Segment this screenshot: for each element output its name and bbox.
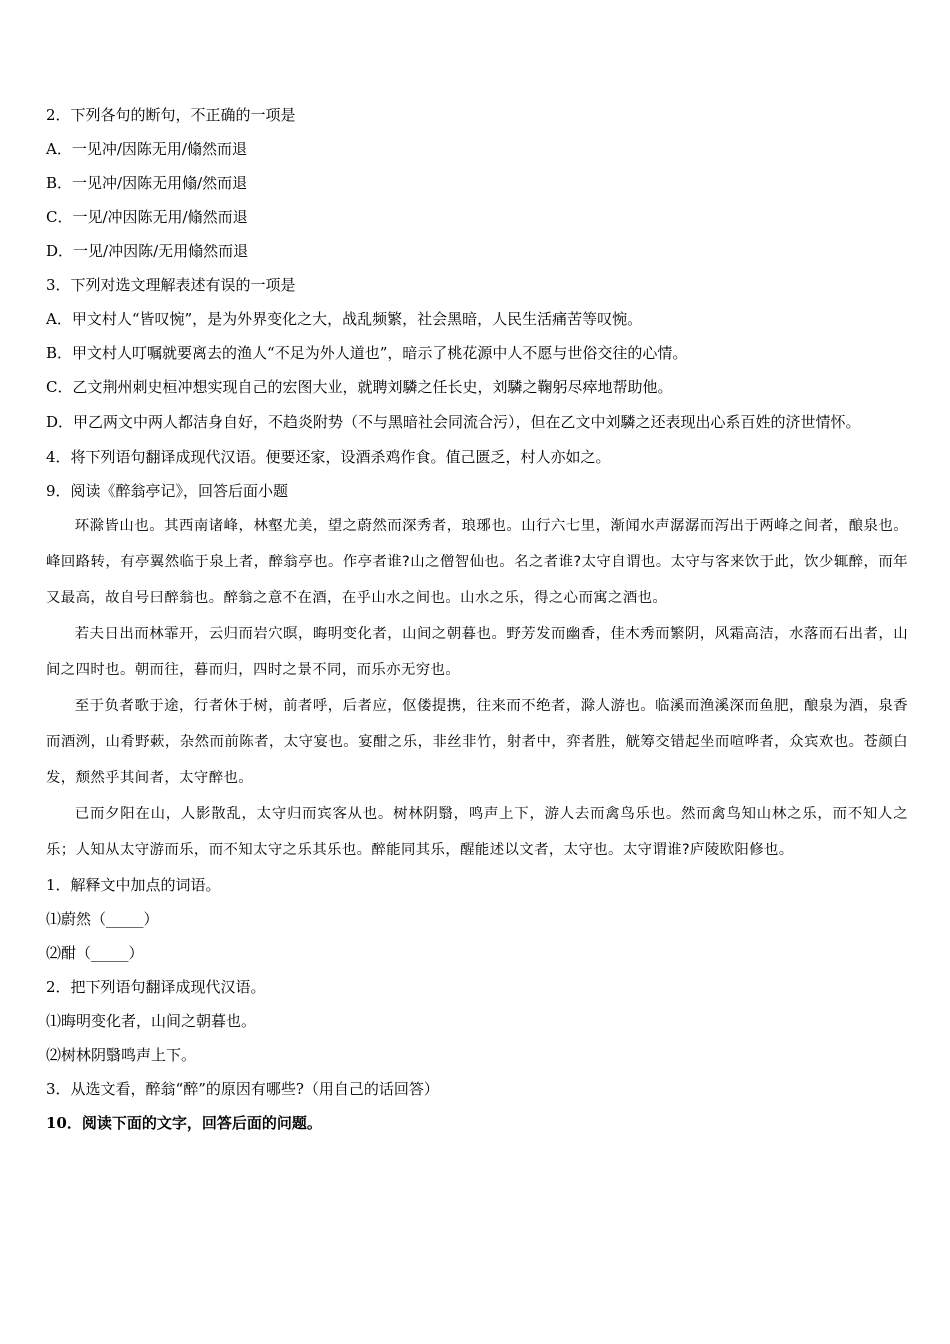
sub-question-2-item-1: ⑴晦明变化者，山间之朝暮也。 (46, 1012, 257, 1030)
question-3-stem: 3．下列对选文理解表述有误的一项是 (46, 276, 296, 294)
document-page (46, 98, 908, 1140)
sub-question-1-item-1: ⑴蔚然（_____） (46, 910, 159, 928)
question-2-stem: 2．下列各句的断句，不正确的一项是 (46, 106, 296, 124)
question-3-option-c: C．乙文荆州刺史桓冲想实现自己的宏图大业，就聘刘驎之任长史，刘驎之鞠躬尽瘁地帮助他。 (46, 378, 673, 396)
question-3-option-b: B．甲文村人叮嘱就要离去的渔人“不足为外人道也”，暗示了桃花源中人不愿与世俗交往的心情。 (46, 344, 688, 362)
sub-question-2-item-2: ⑵树林阴翳鸣声上下。 (46, 1046, 197, 1064)
sub-question-2: 2．把下列语句翻译成现代汉语。 (46, 978, 266, 996)
question-9-stem: 9．阅读《醉翁亭记》，回答后面小题 (46, 482, 289, 500)
question-2-option-d: D．一见/冲因陈/无用翛然而退 (46, 242, 249, 260)
passage-paragraph-3: 至于负者歌于途，行者休于树，前者呼，后者应，伛偻提携，往来而不绝者，滁人游也。临溪而渔溪深而鱼肥，酿泉为酒，泉香而酒洌，山肴野蔌，杂然而前陈者，太守宴也。宴酣之乐，非丝非竹，射者中，弈者胜，觥筹交错起坐而喧哗者，众宾欢也。苍颜白发，颓然乎其间者，太守醉也。 (46, 698, 908, 786)
question-4-stem: 4．将下列语句翻译成现代汉语。便要还家，设酒杀鸡作食。值己匮乏，村人亦如之。 (46, 448, 611, 466)
passage-paragraph-4: 已而夕阳在山，人影散乱，太守归而宾客从也。树林阴翳，鸣声上下，游人去而禽鸟乐也。然而禽鸟知山林之乐，而不知人之乐；人知从太守游而乐，而不知太守之乐其乐也。醉能同其乐，醒能述以文者，太守也。太守谓谁?庐陵欧阳修也。 (46, 806, 908, 858)
passage-paragraph-1: 环滁皆山也。其西南诸峰，林壑尤美，望之蔚然而深秀者，琅琊也。山行六七里，渐闻水声潺潺而泻出于两峰之间者，酿泉也。峰回路转，有亭翼然临于泉上者，醉翁亭也。作亭者谁?山之僧智仙也。名之者谁?太守自谓也。太守与客来饮于此，饮少辄醉，而年又最高，故自号曰醉翁也。醉翁之意不在酒，在乎山水之间也。山水之乐，得之心而寓之酒也。 (46, 518, 908, 606)
sub-question-1: 1．解释文中加点的词语。 (46, 876, 221, 894)
question-2-option-a: A．一见冲/因陈无用/翛然而退 (46, 140, 247, 158)
question-2-option-c: C．一见/冲因陈无用/翛然而退 (46, 208, 248, 226)
passage-paragraph-2: 若夫日出而林霏开，云归而岩穴暝，晦明变化者，山间之朝暮也。野芳发而幽香，佳木秀而繁阴，风霜高洁，水落而石出者，山间之四时也。朝而往，暮而归，四时之景不同，而乐亦无穷也。 (46, 626, 908, 678)
question-2-option-b: B．一见冲/因陈无用翛/然而退 (46, 174, 248, 192)
sub-question-3: 3．从选文看，醉翁“醉”的原因有哪些?（用自己的话回答） (46, 1080, 439, 1098)
question-3-option-a: A．甲文村人“皆叹惋”，是为外界变化之大，战乱频繁，社会黑暗，人民生活痛苦等叹惋。 (46, 310, 643, 328)
sub-question-1-item-2: ⑵酣（_____） (46, 944, 144, 962)
question-3-option-d: D．甲乙两文中两人都洁身自好，不趋炎附势（不与黑暗社会同流合污），但在乙文中刘驎之还表现出心系百姓的济世情怀。 (46, 413, 861, 431)
question-10-stem: 10．阅读下面的文字，回答后面的问题。 (46, 1114, 322, 1132)
